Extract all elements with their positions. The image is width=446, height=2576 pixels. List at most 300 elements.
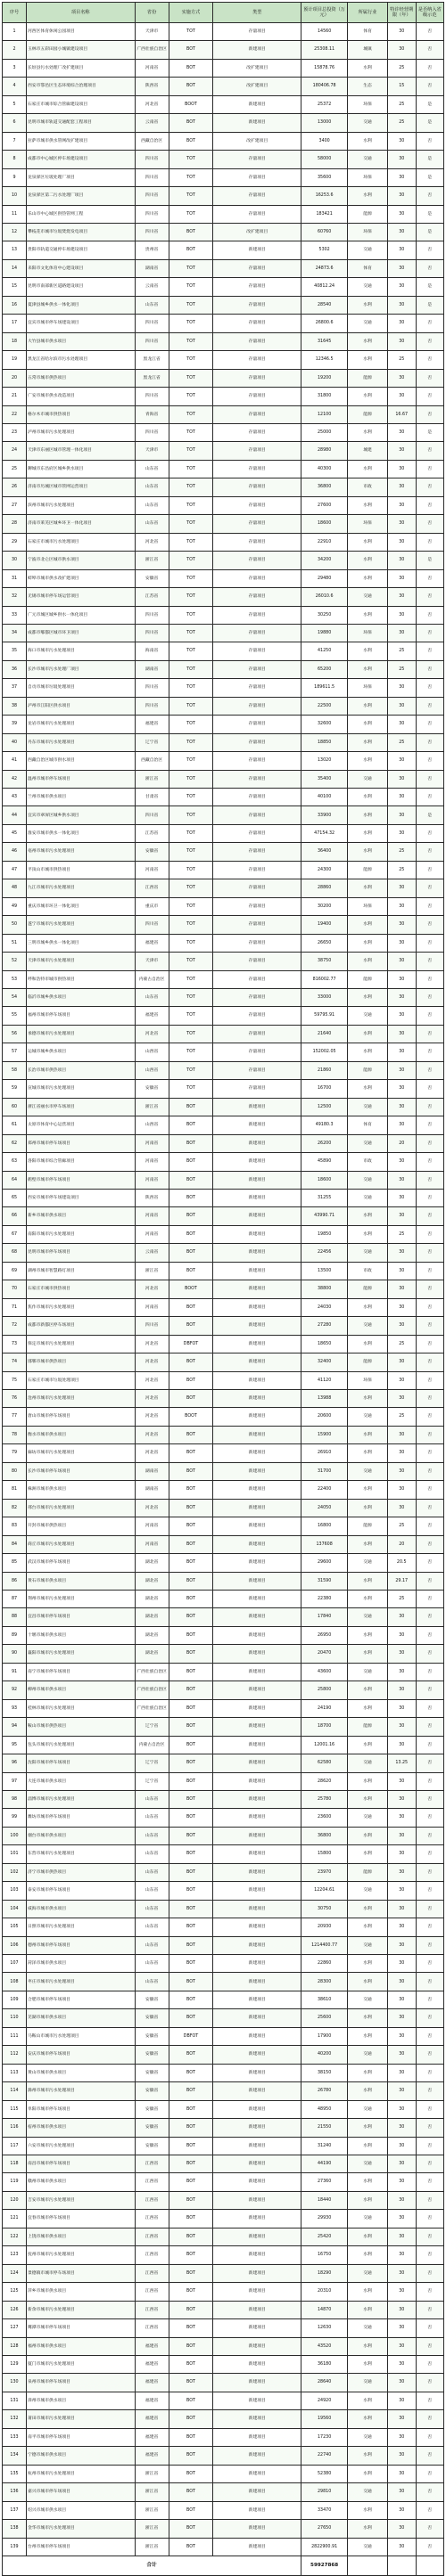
table-row [3,23,444,41]
cell-project-name: 淮安市城市供水一体化项目 [27,824,136,842]
cell-type: 存量项目 [213,205,301,223]
table-row [3,241,444,259]
cell-index: 60 [3,1098,27,1116]
cell-province: 湖北省 [135,1608,169,1626]
cell-term: 30 [388,1317,417,1335]
cell-index: 137 [3,2501,27,2519]
cell-investment: 31590 [301,1572,348,1590]
cell-index: 32 [3,588,27,606]
table-row [3,1699,444,1717]
cell-industry: 能源 [348,205,388,223]
cell-investment: 28540 [301,296,348,314]
cell-project-name: 拉萨市城市供水管网改扩建项目 [27,132,136,150]
cell-industry: 水利 [348,2082,388,2100]
table-row [3,2392,444,2409]
cell-project-name: 石家庄市城市污水处理项目 [27,533,136,551]
cell-method: TOT [169,1061,213,1079]
cell-index: 61 [3,1116,27,1134]
cell-method: BOT [169,1244,213,1262]
cell-investment: 28640 [301,2374,348,2392]
cell-term: 30 [388,315,417,332]
cell-project-name: 保定市城市污水处理项目 [27,1335,136,1353]
cell-demo: 否 [416,606,444,624]
cell-industry: 水利 [348,1900,388,1918]
cell-index: 116 [3,2119,27,2137]
cell-type: 存量项目 [213,1043,301,1061]
cell-project-name: 龙泉驿区垃圾处理厂项目 [27,168,136,186]
cell-province: 重庆市 [135,897,169,915]
cell-industry: 交通 [348,2374,388,2392]
cell-demo: 否 [416,1153,444,1171]
cell-term: 30 [388,934,417,952]
cell-term: 30 [388,1663,417,1681]
cell-project-name: 平顶山市城市供热项目 [27,861,136,879]
cell-demo: 否 [416,1134,444,1152]
cell-type: 存量项目 [213,515,301,533]
cell-term: 25 [388,1590,417,1607]
cell-province: 浙江省 [135,770,169,788]
cell-index: 35 [3,642,27,660]
cell-demo: 是 [416,223,444,241]
cell-type: 新建项目 [213,2283,301,2301]
cell-province: 江西省 [135,2210,169,2228]
cell-index: 36 [3,660,27,678]
cell-type: 新建项目 [213,1973,301,1991]
cell-project-name: 焦作市城市污水处理项目 [27,1298,136,1316]
cell-project-name: 厦门市城市污水处理项目 [27,2356,136,2374]
table-row [3,1153,444,1171]
cell-method: TOT [169,953,213,970]
cell-demo: 否 [416,2465,444,2482]
cell-project-name: 黄山市城市供水项目 [27,2064,136,2081]
cell-industry: 水利 [348,1772,388,1790]
cell-investment: 3400 [301,132,348,150]
cell-project-name: 石家庄市城市垃圾处理项目 [27,1371,136,1389]
cell-demo: 否 [416,2100,444,2118]
cell-project-name: 聊城市东昌府区城乡供水项目 [27,460,136,478]
table-row [3,1408,444,1426]
cell-demo: 否 [416,1481,444,1499]
cell-investment: 13020 [301,752,348,770]
cell-type: 新建项目 [213,1809,301,1827]
cell-type: 存量项目 [213,533,301,551]
cell-index: 42 [3,770,27,788]
cell-project-name: 金华市城市污水处理项目 [27,2520,136,2538]
cell-project-name: 黑龙江省哈尔滨市污水处理项目 [27,351,136,369]
table-row [3,697,444,715]
cell-method: BOT [169,2410,213,2428]
cell-index: 82 [3,1499,27,1517]
cell-project-name: 丹东市城市污水处理项目 [27,733,136,751]
cell-type: 新建项目 [213,1955,301,1973]
cell-industry: 交通 [348,588,388,606]
cell-investment: 27360 [301,2173,348,2191]
table-row [3,1262,444,1280]
cell-type: 新建项目 [213,1207,301,1225]
table-row [3,2009,444,2027]
cell-project-name: 承德市城市污水处理项目 [27,1025,136,1043]
cell-term: 30 [388,897,417,915]
cell-demo: 否 [416,2119,444,2137]
cell-method: TOT [169,315,213,332]
cell-investment: 24300 [301,861,348,879]
table-row [3,660,444,678]
cell-demo: 是 [416,168,444,186]
column-header: 类型 [213,3,301,23]
cell-type: 新建项目 [213,41,301,59]
table-row [3,187,444,205]
cell-province: 内蒙古自治区 [135,970,169,988]
cell-method: BOT [169,1863,213,1881]
cell-province: 江西省 [135,2155,169,2173]
cell-industry: 水利 [348,388,388,405]
cell-term: 30 [388,2337,417,2355]
cell-province: 四川省 [135,168,169,186]
cell-industry: 水利 [348,1535,388,1553]
cell-term: 25 [388,59,417,77]
cell-province: 河南省 [135,1134,169,1152]
cell-demo: 否 [416,132,444,150]
table-row [3,2064,444,2081]
table-row [3,205,444,223]
cell-investment: 19850 [301,1225,348,1243]
table-body [3,23,444,2556]
total-row [3,2556,444,2575]
table-row [3,2410,444,2428]
table-row [3,1335,444,1353]
cell-industry: 水利 [348,989,388,1007]
cell-term: 29.17 [388,1572,417,1590]
cell-industry: 水利 [348,1225,388,1243]
cell-index: 100 [3,1827,27,1844]
cell-project-name: 玉林市五彩田园小城镇建设项目 [27,41,136,59]
cell-investment: 12500 [301,1098,348,1116]
cell-index: 78 [3,1426,27,1443]
cell-term: 30 [388,1462,417,1480]
cell-term: 30 [388,2501,417,2519]
cell-term: 30 [388,1827,417,1844]
table-row [3,733,444,751]
cell-investment: 33470 [301,2501,348,2519]
cell-demo: 否 [416,843,444,861]
cell-type: 存量项目 [213,1061,301,1079]
cell-project-name: 上饶市城市供水项目 [27,2228,136,2245]
cell-term: 30 [388,388,417,405]
cell-province: 四川省 [135,332,169,350]
cell-investment: 41120 [301,1371,348,1389]
cell-index: 68 [3,1244,27,1262]
cell-investment: 15800 [301,1845,348,1863]
cell-project-name: 萍乡市城市供水项目 [27,2283,136,2301]
cell-type: 新建项目 [213,1863,301,1881]
column-header: 所属行业 [348,3,388,23]
cell-index: 5 [3,95,27,113]
table-row [3,2210,444,2228]
cell-demo: 否 [416,478,444,496]
cell-demo: 否 [416,351,444,369]
cell-term: 30 [388,970,417,988]
cell-method: BOT [169,1991,213,2008]
cell-method: BOT [169,2356,213,2374]
cell-industry: 交通 [348,1608,388,1626]
cell-project-name: 五常市城市供热项目 [27,369,136,387]
cell-index: 9 [3,168,27,186]
cell-method: BOT [169,1535,213,1553]
cell-province: 安徽省 [135,2009,169,2027]
cell-investment: 12204.61 [301,1882,348,1900]
cell-method: BOT [169,1736,213,1754]
cell-demo: 否 [416,1426,444,1443]
cell-investment: 24873.6 [301,259,348,277]
cell-term: 30 [388,770,417,788]
cell-investment: 52380 [301,2465,348,2482]
cell-demo: 否 [416,1171,444,1189]
cell-investment: 16253.6 [301,187,348,205]
cell-term: 30 [388,1936,417,1954]
cell-method: BOT [169,1389,213,1407]
cell-term: 30 [388,1626,417,1644]
cell-industry: 环保 [348,679,388,697]
table-row [3,789,444,806]
cell-index: 24 [3,442,27,460]
cell-province: 安徽省 [135,2100,169,2118]
table-row [3,934,444,952]
cell-type: 新建项目 [213,1444,301,1462]
cell-industry: 水利 [348,2064,388,2081]
cell-index: 69 [3,1262,27,1280]
cell-method: BOT [169,1663,213,1681]
cell-term: 30 [388,168,417,186]
cell-term: 30 [388,496,417,514]
cell-project-name: 广安市城市供水改造项目 [27,388,136,405]
cell-method: BOT [169,2046,213,2064]
cell-industry: 水利 [348,533,388,551]
cell-industry: 水利 [348,2173,388,2191]
table-row [3,569,444,587]
cell-index: 88 [3,1608,27,1626]
cell-industry: 水利 [348,2191,388,2209]
cell-demo: 否 [416,2173,444,2191]
cell-demo: 否 [416,1736,444,1754]
cell-index: 64 [3,1171,27,1189]
cell-project-name: 河西区体育休闲公园项目 [27,23,136,41]
cell-industry: 交通 [348,770,388,788]
cell-index: 25 [3,460,27,478]
cell-type: 改扩建项目 [213,223,301,241]
cell-demo: 是 [416,278,444,296]
column-header: 项目名称 [27,3,136,23]
cell-project-name: 黄石市城市供水项目 [27,1572,136,1590]
cell-investment: 18440 [301,2191,348,2209]
cell-type: 存量项目 [213,388,301,405]
cell-industry: 水利 [348,2228,388,2245]
cell-industry: 水利 [348,1845,388,1863]
cell-index: 121 [3,2210,27,2228]
cell-index: 29 [3,533,27,551]
cell-investment: 36800 [301,478,348,496]
cell-method: BOT [169,2210,213,2228]
cell-project-name: 潍坊市城市停车场项目 [27,1809,136,1827]
cell-demo: 否 [416,1280,444,1298]
table-row [3,770,444,788]
cell-term: 30 [388,1645,417,1663]
cell-industry: 水利 [348,460,388,478]
cell-demo: 否 [416,752,444,770]
cell-method: BOT [169,1827,213,1844]
cell-term: 30 [388,1481,417,1499]
cell-term: 30 [388,132,417,150]
cell-province: 四川省 [135,388,169,405]
cell-index: 50 [3,916,27,934]
cell-method: BOT [169,2301,213,2318]
cell-type: 新建项目 [213,2082,301,2100]
cell-investment: 13500 [301,1262,348,1280]
table-row [3,1608,444,1626]
table-row [3,1718,444,1736]
cell-demo: 否 [416,879,444,897]
cell-industry: 能源 [348,405,388,423]
cell-index: 1 [3,23,27,41]
cell-index: 75 [3,1371,27,1389]
cell-investment: 17900 [301,2027,348,2045]
cell-industry: 体育 [348,23,388,41]
cell-type: 存量项目 [213,789,301,806]
cell-method: BOT [169,1681,213,1699]
table-row [3,1499,444,1517]
cell-index: 84 [3,1535,27,1553]
table-row [3,132,444,150]
cell-type: 新建项目 [213,2246,301,2264]
cell-province: 安徽省 [135,2082,169,2100]
cell-term: 25 [388,351,417,369]
cell-type: 新建项目 [213,1317,301,1335]
cell-index: 103 [3,1882,27,1900]
cell-demo: 否 [416,1207,444,1225]
cell-method: DBFOT [169,2027,213,2045]
table-row [3,1663,444,1681]
cell-method: BOT [169,2246,213,2264]
cell-demo: 否 [416,2501,444,2519]
cell-province: 河北省 [135,1025,169,1043]
cell-term: 30 [388,442,417,460]
table-row [3,2465,444,2482]
cell-term: 15 [388,78,417,95]
cell-method: BOT [169,2465,213,2482]
cell-type: 新建项目 [213,1699,301,1717]
cell-province: 浙江省 [135,2501,169,2519]
cell-investment: 24030 [301,1298,348,1316]
cell-demo: 否 [416,259,444,277]
table-row [3,1462,444,1480]
cell-method: BOT [169,1262,213,1280]
table-row [3,1535,444,1553]
cell-project-name: 桂林市城市污水处理项目 [27,1699,136,1717]
cell-demo: 否 [416,2374,444,2392]
cell-investment: 25800 [301,1681,348,1699]
cell-index: 136 [3,2483,27,2501]
cell-investment: 24920 [301,2392,348,2409]
cell-index: 58 [3,1061,27,1079]
cell-demo: 否 [416,496,444,514]
cell-province: 福建省 [135,934,169,952]
cell-industry: 交通 [348,1134,388,1152]
cell-demo: 否 [416,1462,444,1480]
cell-province: 浙江省 [135,2520,169,2538]
cell-method: BOT [169,2483,213,2501]
cell-project-name: 天津市城市污水处理项目 [27,953,136,970]
cell-province: 四川省 [135,187,169,205]
cell-industry: 水利 [348,2283,388,2301]
cell-index: 16 [3,296,27,314]
cell-demo: 否 [416,953,444,970]
cell-demo: 否 [416,2520,444,2538]
cell-type: 存量项目 [213,861,301,879]
table-row [3,478,444,496]
cell-term: 30 [388,41,417,59]
cell-demo: 否 [416,187,444,205]
table-row [3,1043,444,1061]
cell-term: 25 [388,861,417,879]
cell-province: 安徽省 [135,2137,169,2155]
cell-industry: 水利 [348,1955,388,1973]
cell-term: 30 [388,423,417,441]
cell-demo: 是 [416,806,444,824]
cell-province: 安徽省 [135,2046,169,2064]
cell-investment: 22910 [301,533,348,551]
cell-industry: 能源 [348,970,388,988]
table-row [3,2082,444,2100]
cell-province: 河北省 [135,1408,169,1426]
cell-index: 34 [3,624,27,642]
table-row [3,2228,444,2245]
cell-index: 124 [3,2264,27,2282]
table-row [3,460,444,478]
cell-type: 存量项目 [213,151,301,168]
cell-method: BOT [169,2501,213,2519]
cell-province: 云南省 [135,278,169,296]
cell-term: 30 [388,1499,417,1517]
cell-investment: 38750 [301,953,348,970]
cell-term: 25 [388,1225,417,1243]
cell-type: 新建项目 [213,2191,301,2209]
cell-method: TOT [169,679,213,697]
cell-industry: 交通 [348,278,388,296]
cell-type: 存量项目 [213,824,301,842]
cell-investment: 62580 [301,1754,348,1772]
cell-industry: 水利 [348,1699,388,1717]
table-row [3,2100,444,2118]
cell-province: 江西省 [135,2319,169,2337]
cell-method: BOT [169,2228,213,2245]
table-row [3,1827,444,1844]
cell-project-name: 马鞍山市城市污水处理项目 [27,2027,136,2045]
cell-index: 106 [3,1936,27,1954]
cell-industry: 交通 [348,1007,388,1025]
cell-type: 存量项目 [213,697,301,715]
cell-type: 新建项目 [213,1882,301,1900]
cell-demo: 否 [416,2064,444,2081]
cell-demo: 否 [416,1955,444,1973]
cell-index: 101 [3,1845,27,1863]
cell-index: 12 [3,223,27,241]
cell-term: 20.5 [388,1554,417,1572]
cell-index: 15 [3,278,27,296]
cell-project-name: 夏津县城乡供水一体化项目 [27,296,136,314]
cell-province: 云南省 [135,114,169,132]
cell-investment: 27280 [301,1317,348,1335]
cell-term: 30 [388,515,417,533]
cell-province: 四川省 [135,151,169,168]
